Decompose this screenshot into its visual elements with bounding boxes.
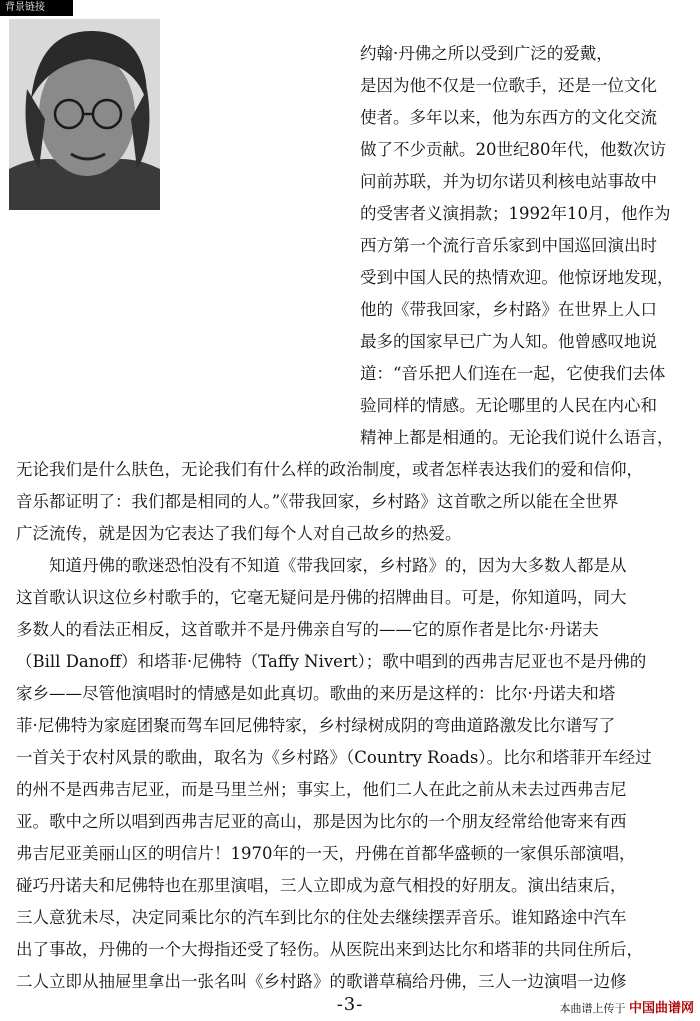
text-line: 使者。多年以来，他为东西方的文化交流 xyxy=(360,108,657,127)
text-line: 知道丹佛的歌迷恐怕没有不知道《带我回家，乡村路》的，因为大多数人都是从 xyxy=(49,556,627,575)
article-body xyxy=(16,38,696,998)
text-line: 西方第一个流行音乐家到中国巡回演出时 xyxy=(360,236,657,255)
site-logo[interactable]: 中国曲谱网 xyxy=(628,1001,694,1016)
text-line: 无论我们是什么肤色，无论我们有什么样的政治制度，或者怎样表达我们的爱和信仰， xyxy=(16,460,643,479)
text-line: 出了事故，丹佛的一个大拇指还受了轻伤。从医院出来到达比尔和塔菲的共同住所后， xyxy=(16,940,643,959)
footer-credit xyxy=(559,997,694,1016)
text-line: 三人意犹未尽，决定同乘比尔的汽车到比尔的住处去继续摆弄音乐。谁知路途中汽车 xyxy=(16,908,627,927)
text-line: 最多的国家早已广为人知。他曾感叹地说 xyxy=(360,332,657,351)
text-line: 是因为他不仅是一位歌手，还是一位文化 xyxy=(360,76,657,95)
text-line: 亚。歌中之所以唱到西弗吉尼亚的高山，那是因为比尔的一个朋友经常给他寄来有西 xyxy=(16,812,627,831)
footer-prefix: 本曲谱上传于 xyxy=(559,1002,626,1015)
text-line: 碰巧丹诺夫和尼佛特也在那里演唱，三人立即成为意气相投的好朋友。演出结束后， xyxy=(16,876,627,895)
section-tag: 背景链接 xyxy=(0,0,73,16)
text-line: 一首关于农村风景的歌曲，取名为《乡村路》（Country Roads）。比尔和塔菲开车经过 xyxy=(16,748,652,767)
text-line: 做了不少贡献。20世纪80年代，他数次访 xyxy=(360,140,666,159)
text-line: 受到中国人民的热情欢迎。他惊讶地发现， xyxy=(360,268,674,287)
text-line: 的受害者义演捐款；1992年10月，他作为 xyxy=(360,204,671,223)
text-line: 多数人的看法正相反，这首歌并不是丹佛亲自写的——它的原作者是比尔·丹诺夫 xyxy=(16,620,599,639)
text-line: 这首歌认识这位乡村歌手的，它毫无疑问是丹佛的招牌曲目。可是，你知道吗，同大 xyxy=(16,588,627,607)
text-line: 广泛流传，就是因为它表达了我们每个人对自己故乡的热爱。 xyxy=(16,524,462,543)
page-number: -3- xyxy=(336,994,364,1015)
text-line: 二人立即从抽屉里拿出一张名叫《乡村路》的歌谱草稿给丹佛，三人一边演唱一边修 xyxy=(16,972,627,991)
paragraph-2 xyxy=(16,550,696,998)
text-line: 精神上都是相通的。无论我们说什么语言， xyxy=(360,428,674,447)
text-line: 的州不是西弗吉尼亚，而是马里兰州；事实上，他们二人在此之前从未去过西弗吉尼 xyxy=(16,780,627,799)
text-line: （Bill Danoff）和塔菲·尼佛特（Taffy Nivert）；歌中唱到的西弗吉尼亚也不是丹佛的 xyxy=(16,652,647,671)
text-line: 道：“音乐把人们连在一起，它使我们去体 xyxy=(360,364,666,383)
text-line: 约翰·丹佛之所以受到广泛的爱戴， xyxy=(360,44,613,63)
text-line: 验同样的情感。无论哪里的人民在内心和 xyxy=(360,396,657,415)
text-line: 他的《带我回家，乡村路》在世界上人口 xyxy=(360,300,657,319)
text-line: 弗吉尼亚美丽山区的明信片！1970年的一天，丹佛在首都华盛顿的一家俱乐部演唱， xyxy=(16,844,636,863)
text-line: 问前苏联，并为切尔诺贝利核电站事故中 xyxy=(360,172,657,191)
text-line: 菲·尼佛特为家庭团聚而驾车回尼佛特家，乡村绿树成阴的弯曲道路激发比尔谱写了 xyxy=(16,716,616,735)
text-line: 音乐都证明了：我们都是相同的人。”《带我回家，乡村路》这首歌之所以能在全世界 xyxy=(16,492,619,511)
text-line: 家乡——尽管他演唱时的情感是如此真切。歌曲的来历是这样的：比尔·丹诺夫和塔 xyxy=(16,684,616,703)
